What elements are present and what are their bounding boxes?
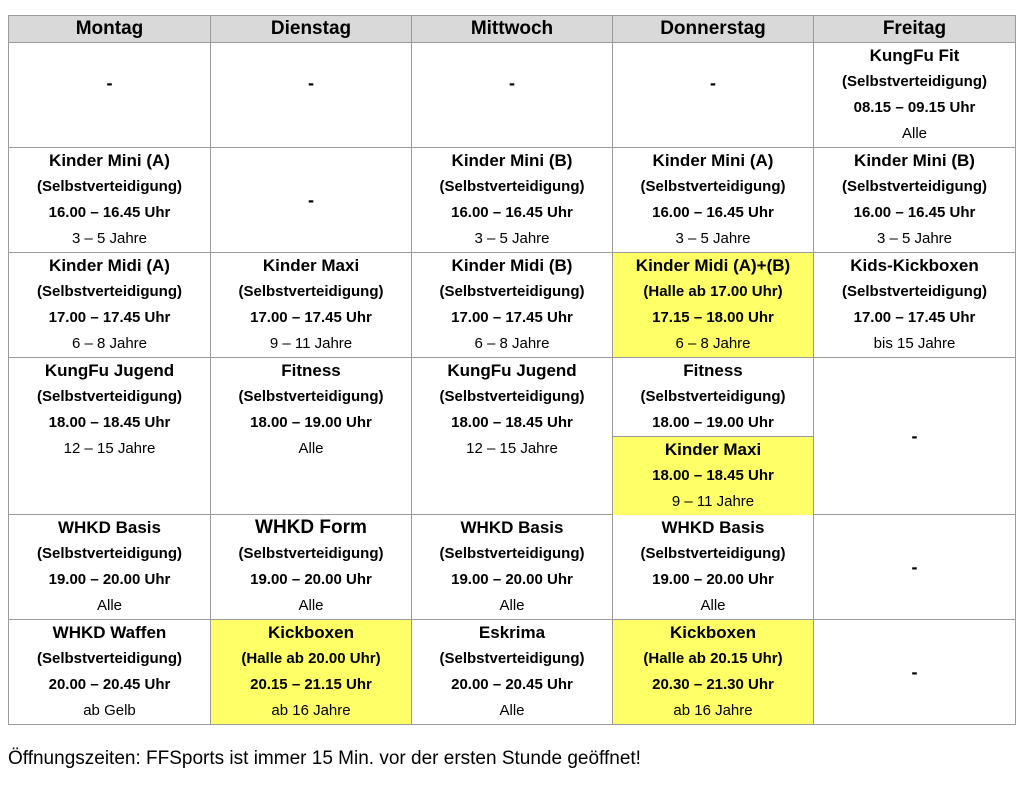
cell-montag-row0 (9, 43, 211, 148)
class-subtitle: (Selbstverteidigung) (439, 545, 585, 562)
class-title: WHKD Form (255, 517, 367, 538)
cell-mittwoch-row4 (412, 515, 613, 620)
class-title: WHKD Basis (58, 518, 161, 537)
class-subtitle: (Halle ab 17.00 Uhr) (643, 283, 783, 300)
cell-freitag-row4 (814, 515, 1016, 620)
class-title: Kinder Maxi (262, 256, 360, 275)
class-age: Alle (298, 597, 324, 614)
class-subtitle: (Selbstverteidigung) (640, 388, 786, 405)
split-cell (613, 358, 813, 514)
class-time: 17.15 – 18.00 Uhr (652, 309, 774, 326)
class-title: Kinder Maxi (664, 440, 762, 459)
class-time: 17.00 – 17.45 Uhr (451, 309, 573, 326)
class-time: 18.00 – 18.45 Uhr (652, 467, 774, 484)
class-age: 6 – 8 Jahre (71, 335, 148, 352)
class-time: 19.00 – 20.00 Uhr (48, 571, 171, 588)
class-age: bis 15 Jahre (873, 335, 956, 352)
day-header-montag: Montag (9, 16, 211, 43)
class-age: Alle (499, 702, 525, 719)
cell-montag-row3 (9, 358, 211, 515)
class-time: 16.00 – 16.45 Uhr (451, 204, 573, 221)
class-time: 19.00 – 20.00 Uhr (250, 571, 372, 588)
empty-marker: - (308, 190, 314, 210)
empty-marker: - (308, 73, 314, 93)
cell-dienstag-row3 (211, 358, 412, 515)
cell-mittwoch-row5 (412, 620, 613, 725)
class-time: 18.00 – 18.45 Uhr (48, 414, 171, 431)
class-title: Kinder Midi (B) (451, 256, 573, 275)
class-title: WHKD Basis (661, 518, 765, 537)
cell-donnerstag-row3 (613, 358, 814, 515)
class-time: 18.00 – 18.45 Uhr (451, 414, 573, 431)
schedule-row (9, 515, 1016, 620)
cell-montag-row5 (9, 620, 211, 725)
schedule-row (9, 620, 1016, 725)
class-age: 9 – 11 Jahre (269, 335, 353, 352)
class-age: 6 – 8 Jahre (675, 335, 751, 352)
class-time: 19.00 – 20.00 Uhr (451, 571, 573, 588)
class-title: Kinder Mini (B) (451, 151, 573, 170)
class-subtitle: (Selbstverteidigung) (841, 178, 987, 195)
class-age: Alle (901, 125, 927, 142)
class-subtitle: (Selbstverteidigung) (238, 283, 384, 300)
class-title: WHKD Waffen (52, 623, 167, 642)
class-age: Alle (700, 597, 726, 614)
cell-mittwoch-row3 (412, 358, 613, 515)
class-age: 3 – 5 Jahre (71, 230, 148, 247)
cell-mittwoch-row2 (412, 253, 613, 358)
header-row (9, 16, 1016, 43)
empty-marker: - (911, 557, 918, 577)
class-subtitle: (Selbstverteidigung) (439, 283, 585, 300)
empty-marker: - (710, 73, 716, 93)
class-subtitle: (Selbstverteidigung) (36, 388, 182, 405)
class-title: Kinder Mini (A) (652, 151, 774, 170)
class-subtitle: (Selbstverteidigung) (841, 73, 987, 90)
class-age: 3 – 5 Jahre (876, 230, 953, 247)
day-header-mittwoch: Mittwoch (412, 16, 613, 43)
opening-hours-note: Öffnungszeiten: FFSports ist immer 15 Min. vor der ersten Stunde geöffnet! (8, 748, 641, 769)
cell-donnerstag-row4 (613, 515, 814, 620)
class-time: 20.15 – 21.15 Uhr (250, 676, 372, 693)
split-bottom-highlight (613, 436, 813, 515)
schedule-row (9, 358, 1016, 515)
class-subtitle: (Selbstverteidigung) (36, 545, 182, 562)
schedule-row (9, 253, 1016, 358)
class-time: 17.00 – 17.45 Uhr (48, 309, 171, 326)
day-header-donnerstag: Donnerstag (613, 16, 814, 43)
cell-mittwoch-row0 (412, 43, 613, 148)
class-time: 18.00 – 19.00 Uhr (652, 414, 774, 431)
cell-montag-row4 (9, 515, 211, 620)
split-top (613, 358, 813, 436)
class-time: 17.00 – 17.45 Uhr (250, 309, 372, 326)
class-subtitle: (Selbstverteidigung) (640, 178, 786, 195)
class-age: Alle (298, 440, 324, 457)
class-age: Alle (499, 597, 525, 614)
class-time: 20.00 – 20.45 Uhr (48, 676, 171, 693)
empty-marker: - (509, 73, 515, 93)
empty-marker: - (911, 662, 918, 682)
cell-freitag-row1 (814, 148, 1016, 253)
class-age: 6 – 8 Jahre (474, 335, 550, 352)
cell-mittwoch-row1 (412, 148, 613, 253)
empty-marker: - (106, 73, 113, 93)
cell-montag-row2 (9, 253, 211, 358)
class-age: 9 – 11 Jahre (671, 493, 755, 510)
class-age: 3 – 5 Jahre (675, 230, 751, 247)
class-age: Alle (96, 597, 122, 614)
class-title: Fitness (281, 361, 341, 380)
class-age: 12 – 15 Jahre (466, 440, 558, 457)
schedule-row (9, 148, 1016, 253)
schedule-row (9, 43, 1016, 148)
class-age: 3 – 5 Jahre (474, 230, 550, 247)
class-title: Kids-Kickboxen (850, 256, 979, 275)
class-age: ab 16 Jahre (673, 702, 753, 719)
class-subtitle: (Selbstverteidigung) (238, 388, 384, 405)
class-subtitle: (Selbstverteidigung) (640, 545, 786, 562)
cell-dienstag-row2 (211, 253, 412, 358)
cell-freitag-row3 (814, 358, 1016, 515)
class-time: 19.00 – 20.00 Uhr (652, 571, 774, 588)
day-header-dienstag: Dienstag (211, 16, 412, 43)
cell-dienstag-row1 (211, 148, 412, 253)
cell-freitag-row0 (814, 43, 1016, 148)
class-subtitle: (Selbstverteidigung) (439, 650, 585, 667)
class-time: 20.00 – 20.45 Uhr (451, 676, 573, 693)
class-time: 16.00 – 16.45 Uhr (652, 204, 774, 221)
class-age: ab Gelb (83, 702, 136, 719)
class-title: WHKD Basis (460, 518, 564, 537)
class-subtitle: (Selbstverteidigung) (841, 283, 987, 300)
class-time: 16.00 – 16.45 Uhr (853, 204, 976, 221)
class-title: Kickboxen (268, 623, 354, 642)
class-age: 12 – 15 Jahre (63, 440, 156, 457)
class-time: 08.15 – 09.15 Uhr (853, 99, 976, 116)
cell-donnerstag-row0 (613, 43, 814, 148)
class-subtitle: (Halle ab 20.00 Uhr) (241, 650, 381, 667)
cell-freitag-row5 (814, 620, 1016, 725)
class-title: Fitness (683, 361, 743, 380)
class-subtitle: (Halle ab 20.15 Uhr) (643, 650, 783, 667)
class-title: Kinder Mini (B) (854, 151, 975, 170)
cell-dienstag-row0 (211, 43, 412, 148)
class-title: KungFu Jugend (44, 361, 175, 380)
cell-donnerstag-row2-highlight (613, 253, 814, 358)
class-time: 18.00 – 19.00 Uhr (250, 414, 372, 431)
class-subtitle: (Selbstverteidigung) (439, 388, 585, 405)
class-title: Kinder Mini (A) (49, 151, 170, 170)
class-subtitle: (Selbstverteidigung) (238, 545, 384, 562)
class-subtitle: (Selbstverteidigung) (36, 178, 182, 195)
class-title: KungFu Jugend (447, 361, 577, 380)
cell-donnerstag-row5-highlight (613, 620, 814, 725)
class-time: 16.00 – 16.45 Uhr (48, 204, 171, 221)
schedule-table (8, 15, 1016, 725)
class-time: 20.30 – 21.30 Uhr (652, 676, 774, 693)
class-title: KungFu Fit (869, 46, 960, 65)
cell-dienstag-row5-highlight (211, 620, 412, 725)
class-title: Kickboxen (670, 623, 756, 642)
cell-montag-row1 (9, 148, 211, 253)
cell-freitag-row2 (814, 253, 1016, 358)
class-subtitle: (Selbstverteidigung) (36, 283, 182, 300)
class-title: Eskrima (478, 623, 546, 642)
class-time: 17.00 – 17.45 Uhr (853, 309, 976, 326)
class-title: Kinder Midi (A)+(B) (635, 256, 791, 275)
class-subtitle: (Selbstverteidigung) (36, 650, 182, 667)
class-subtitle: (Selbstverteidigung) (439, 178, 585, 195)
day-header-freitag: Freitag (814, 16, 1016, 43)
cell-donnerstag-row1 (613, 148, 814, 253)
class-age: ab 16 Jahre (271, 702, 351, 719)
empty-marker: - (911, 426, 918, 446)
cell-dienstag-row4 (211, 515, 412, 620)
class-title: Kinder Midi (A) (49, 256, 170, 275)
